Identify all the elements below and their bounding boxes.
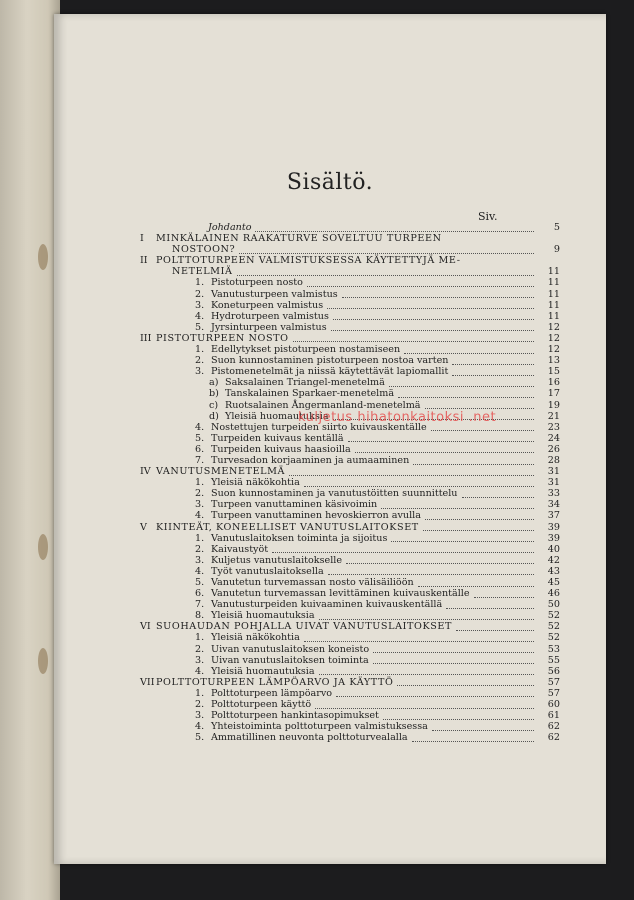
toc-entry-number: 5.	[195, 432, 205, 444]
toc-entry-page: 56	[547, 665, 560, 677]
leader-dots	[237, 268, 534, 276]
toc-entry-title: POLTTOTURPEEN LÄMPÖARVO JA KÄYTTÖ	[156, 676, 394, 688]
toc-entry-title: Polttoturpeen hankintasopimukset	[211, 710, 379, 722]
toc-entry-title: Vanutetun turvemassan nosto välisäiliöön	[211, 577, 414, 588]
toc-entry-page: 28	[547, 454, 560, 466]
leader-dots	[413, 457, 534, 465]
toc-entry-title: Yleisiä huomautuksia	[225, 410, 329, 422]
stain	[38, 648, 48, 674]
toc-entry-number: a)	[209, 377, 219, 389]
toc-entry-title: Saksalainen Triangel-menetelmä	[225, 377, 385, 389]
page-column-label: Siv.	[478, 210, 498, 223]
toc-entry-page: 62	[547, 732, 560, 744]
toc-entry-title: Turpeiden kuivaus haasioilla	[211, 443, 351, 455]
toc-entry-title: Johdanto	[208, 222, 252, 233]
toc-entry-title: Yleisiä huomautuksia	[211, 610, 315, 622]
toc-entry-number: c)	[209, 399, 219, 411]
leader-dots	[239, 246, 534, 254]
toc-entry-title: Yleisiä näkökohtia	[211, 477, 300, 489]
page-title: Sisältö.	[286, 170, 374, 195]
toc-entry-number: 6.	[195, 588, 205, 600]
toc-entry-title: Turpeen vanuttaminen käsivoimin	[211, 499, 378, 511]
toc-entry	[140, 433, 560, 444]
toc-entry-title: Yleisiä näkökohtia	[211, 632, 300, 644]
leader-dots	[304, 634, 534, 642]
toc-entry-title: MINKÄLAINEN RAAKATURVE SOVELTUU TURPEEN	[156, 233, 442, 245]
toc-entry-title: PISTOTURPEEN NOSTO	[156, 332, 289, 344]
leader-dots	[373, 645, 534, 653]
toc-entry	[140, 566, 560, 577]
toc-entry-page: 33	[547, 488, 560, 500]
toc-entry-title: Edellytykset pistoturpeen nostamiseen	[211, 344, 401, 356]
toc-entry-page: 11	[547, 277, 560, 289]
toc-entry-number: 1.	[195, 344, 205, 356]
toc-entry-page: 11	[547, 266, 560, 278]
toc-entry-page: 39	[547, 521, 560, 533]
leader-dots	[327, 301, 534, 309]
toc-entry-title: Turvesadon korjaaminen ja aumaaminen	[211, 454, 410, 466]
toc-entry	[140, 444, 560, 455]
toc-entry	[140, 577, 560, 588]
toc-entry-title: SUOHAUDAN POHJALLA UIVAT VANUTUSLAITOKSET	[156, 621, 452, 633]
toc-entry-number: 3.	[195, 554, 205, 566]
toc-entry-title: Pistomenetelmät ja niissä käytettävät lapiomallit	[211, 366, 449, 378]
toc-entry	[140, 499, 560, 510]
toc-entry-title: Koneturpeen valmistus	[211, 299, 324, 311]
toc-entry	[140, 699, 560, 710]
toc-entry-page: 57	[547, 676, 560, 688]
toc-entry-page: 62	[547, 721, 560, 733]
toc-entry-page: 42	[547, 554, 560, 566]
leader-dots	[346, 556, 534, 564]
toc-entry-page: 11	[547, 310, 560, 322]
toc-entry	[140, 544, 560, 555]
toc-entry-number: 2.	[195, 543, 205, 555]
toc-entry-page: 11	[547, 288, 560, 300]
toc-entry-number: 3.	[195, 366, 205, 378]
toc-entry-number: 3.	[195, 654, 205, 666]
toc-entry-number: 5.	[195, 321, 205, 333]
toc-entry-page: 52	[547, 610, 560, 622]
toc-entry	[140, 721, 560, 732]
toc-entry-title: Ruotsalainen Ångermanland-menetelmä	[225, 399, 421, 411]
toc-entry	[140, 322, 560, 333]
toc-entry-title: Polttoturpeen lämpöarvo	[211, 687, 333, 699]
toc-entry-title: Yleisiä huomautuksia	[211, 665, 315, 677]
toc-entry-number: 7.	[195, 454, 205, 466]
toc-entry	[140, 621, 560, 632]
toc-entry-page: 15	[547, 366, 560, 378]
toc-entry-title: NOSTOON?	[172, 244, 236, 256]
toc-entry-page: 52	[547, 632, 560, 644]
toc-entry	[140, 510, 560, 521]
toc-entry-number: 3.	[195, 299, 205, 311]
toc-entry-number: d)	[209, 410, 219, 422]
toc-entry-page: 40	[547, 543, 560, 555]
toc-entry-number: 1.	[195, 532, 205, 544]
toc-entry	[140, 311, 560, 322]
leader-dots	[383, 712, 534, 720]
toc-entry	[140, 355, 560, 366]
toc-entry-title: POLTTOTURPEEN VALMISTUKSESSA KÄYTETTYJÄ ME-	[156, 255, 461, 267]
toc-entry-title: Yhteistoiminta polttoturpeen valmistuksessa	[211, 721, 428, 733]
toc-entry	[140, 277, 560, 288]
stain	[38, 534, 48, 560]
leader-dots	[331, 323, 534, 331]
toc-entry-page: 21	[547, 410, 560, 422]
toc-entry-title: Uivan vanutuslaitoksen koneisto	[211, 643, 370, 655]
toc-entry-page: 23	[547, 421, 560, 433]
leader-dots	[373, 656, 534, 664]
toc-entry-title: Vanutusturpeiden kuivaaminen kuivauskentällä	[211, 599, 443, 611]
toc-entry-title: Turpeen vanuttaminen hevoskierron avulla	[211, 510, 421, 522]
toc-entry-number: 8.	[195, 610, 205, 622]
leader-dots	[452, 357, 534, 365]
toc-entry-number: 4.	[195, 665, 205, 677]
leader-dots	[348, 434, 534, 442]
toc-entry-page: 9	[553, 244, 560, 256]
toc-entry	[140, 244, 560, 255]
toc-entry	[140, 300, 560, 311]
toc-entry	[140, 233, 560, 244]
toc-entry	[140, 599, 560, 610]
toc-entry-page: 12	[547, 344, 560, 356]
toc-entry	[140, 488, 560, 499]
toc-entry-number: 4.	[195, 721, 205, 733]
toc-entry-title: Hydroturpeen valmistus	[211, 310, 329, 322]
toc-entry-page: 12	[547, 321, 560, 333]
toc-entry-title: VANUTUSMENETELMÄ	[156, 466, 286, 478]
toc-entry-number: 2.	[195, 355, 205, 367]
toc-entry-number: 5.	[195, 577, 205, 588]
toc-entry-title: Suon kunnostaminen ja vanutustöitten suunnittelu	[211, 488, 458, 500]
toc-entry-page: 26	[547, 443, 560, 455]
leader-dots	[389, 379, 534, 387]
toc-entry-number: IV	[140, 466, 151, 478]
leader-dots	[328, 567, 534, 575]
leader-dots	[319, 612, 534, 620]
toc-entry	[140, 610, 560, 621]
toc-entry-page: 50	[547, 599, 560, 611]
toc-entry-page: 16	[547, 377, 560, 389]
leader-dots	[462, 490, 535, 498]
leader-dots	[446, 601, 534, 609]
toc-entry-page: 46	[547, 588, 560, 600]
leader-dots	[381, 501, 534, 509]
toc-entry-title: Kuljetus vanutuslaitokselle	[211, 554, 343, 566]
leader-dots	[304, 479, 534, 487]
toc-entry-number: 2.	[195, 288, 205, 300]
toc-entry	[140, 477, 560, 488]
toc-entry-title: Ammatillinen neuvonta polttoturvealalla	[211, 732, 408, 744]
leader-dots	[272, 545, 534, 553]
toc-entry	[140, 222, 560, 233]
toc-entry-number: II	[140, 255, 148, 267]
leader-dots	[404, 346, 534, 354]
leader-dots	[412, 734, 534, 742]
leader-dots	[474, 590, 534, 598]
toc-entry-page: 37	[547, 510, 560, 522]
toc-entry-number: 1.	[195, 277, 205, 289]
watermark: kuljetus hihatonkaitoksi .net	[298, 410, 497, 425]
toc-entry	[140, 289, 560, 300]
toc-entry	[140, 522, 560, 533]
toc-entry	[140, 632, 560, 643]
toc-entry-number: 7.	[195, 599, 205, 611]
toc-entry-number: 5.	[195, 732, 205, 744]
toc-entry	[140, 344, 560, 355]
toc-entry	[140, 688, 560, 699]
toc-entry-number: 4.	[195, 421, 205, 433]
toc-entry-page: 55	[547, 654, 560, 666]
leader-dots	[397, 678, 534, 686]
toc-entry-number: 2.	[195, 488, 205, 500]
leader-dots	[418, 579, 534, 587]
toc-entry	[140, 732, 560, 743]
leader-dots	[336, 689, 534, 697]
leader-dots	[423, 523, 534, 531]
toc-entry-number: III	[140, 332, 152, 344]
toc-entry-number: 2.	[195, 643, 205, 655]
toc-entry-number: 6.	[195, 443, 205, 455]
toc-entry-number: 1.	[195, 687, 205, 699]
book-page	[54, 14, 606, 864]
leader-dots	[342, 290, 534, 298]
toc-entry-page: 19	[547, 399, 560, 411]
book-spine	[0, 0, 60, 900]
toc-entry-number: b)	[209, 388, 219, 400]
toc-entry-page: 45	[547, 577, 560, 588]
toc-entry-page: 24	[547, 432, 560, 444]
toc-entry-title: Vanutusturpeen valmistus	[211, 288, 338, 300]
toc-entry-page: 17	[547, 388, 560, 400]
toc-entry-title: Työt vanutuslaitoksella	[211, 565, 324, 577]
toc-entry-title: Kaivaustyöt	[211, 543, 269, 555]
toc-entry-number: 1.	[195, 477, 205, 489]
toc-entry-page: 12	[547, 332, 560, 344]
leader-dots	[293, 334, 534, 342]
toc-entry-number: V	[140, 521, 147, 533]
leader-dots	[355, 445, 534, 453]
toc-entry	[140, 377, 560, 388]
toc-entry	[140, 644, 560, 655]
toc-entry	[140, 555, 560, 566]
toc-entry	[140, 255, 560, 266]
toc-entry-page: 60	[547, 699, 560, 711]
leader-dots	[425, 512, 534, 520]
toc-entry-title: Jyrsinturpeen valmistus	[211, 321, 327, 333]
toc-entry-number: 4.	[195, 310, 205, 322]
stain	[38, 244, 48, 270]
toc-entry-title: Tanskalainen Sparkaer-menetelmä	[225, 388, 395, 400]
leader-dots	[456, 623, 534, 631]
leader-dots	[391, 534, 534, 542]
toc-entry	[140, 333, 560, 344]
leader-dots	[452, 368, 534, 376]
toc-entry-title: NETELMIÄ	[172, 266, 233, 278]
toc-entry-title: Polttoturpeen käyttö	[211, 699, 312, 711]
toc-entry-page: 53	[547, 643, 560, 655]
leader-dots	[398, 390, 534, 398]
leader-dots	[333, 312, 534, 320]
toc-entry	[140, 533, 560, 544]
toc-entry	[140, 400, 560, 411]
toc-entry-page: 43	[547, 565, 560, 577]
table-of-contents	[140, 222, 560, 743]
toc-entry-page: 31	[547, 466, 560, 478]
toc-entry-page: 13	[547, 355, 560, 367]
toc-entry	[140, 366, 560, 377]
leader-dots	[425, 401, 534, 409]
toc-entry-page: 5	[553, 222, 560, 233]
toc-entry-title: Turpeiden kuivaus kentällä	[211, 432, 344, 444]
toc-entry-page: 39	[547, 532, 560, 544]
toc-entry-number: 4.	[195, 565, 205, 577]
toc-entry-page: 31	[547, 477, 560, 489]
toc-entry	[140, 588, 560, 599]
toc-entry	[140, 655, 560, 666]
leader-dots	[319, 667, 534, 675]
toc-entry-page: 57	[547, 687, 560, 699]
leader-dots	[432, 723, 534, 731]
toc-entry	[140, 466, 560, 477]
toc-entry-title: Suon kunnostaminen pistoturpeen nostoa varten	[211, 355, 449, 367]
toc-entry-number: VI	[140, 621, 151, 633]
toc-entry-number: 3.	[195, 499, 205, 511]
toc-entry-number: I	[140, 233, 144, 245]
toc-entry-title: Pistoturpeen nosto	[211, 277, 303, 289]
leader-dots	[289, 468, 534, 476]
toc-entry	[140, 455, 560, 466]
toc-entry	[140, 666, 560, 677]
leader-dots	[255, 224, 534, 232]
toc-entry-page: 52	[547, 621, 560, 633]
toc-entry-title: Nostettujen turpeiden siirto kuivauskentälle	[211, 421, 427, 433]
toc-entry	[140, 266, 560, 277]
toc-entry	[140, 710, 560, 721]
toc-entry-title: Uivan vanutuslaitoksen toiminta	[211, 654, 369, 666]
toc-entry-title: Vanutuslaitoksen toiminta ja sijoitus	[211, 532, 388, 544]
toc-entry-number: VII	[140, 676, 155, 688]
toc-entry-number: 4.	[195, 510, 205, 522]
toc-entry-number: 2.	[195, 699, 205, 711]
leader-dots	[307, 279, 534, 287]
toc-entry-page: 11	[547, 299, 560, 311]
toc-entry-title: KIINTEÄT, KONEELLISET VANUTUSLAITOKSET	[156, 521, 419, 533]
toc-entry	[140, 677, 560, 688]
toc-entry-number: 3.	[195, 710, 205, 722]
toc-entry-title: Vanutetun turvemassan levittäminen kuivauskentälle	[211, 588, 470, 600]
toc-entry-page: 34	[547, 499, 560, 511]
toc-entry-number: 1.	[195, 632, 205, 644]
leader-dots	[315, 701, 534, 709]
toc-entry-page: 61	[547, 710, 560, 722]
toc-entry	[140, 388, 560, 399]
